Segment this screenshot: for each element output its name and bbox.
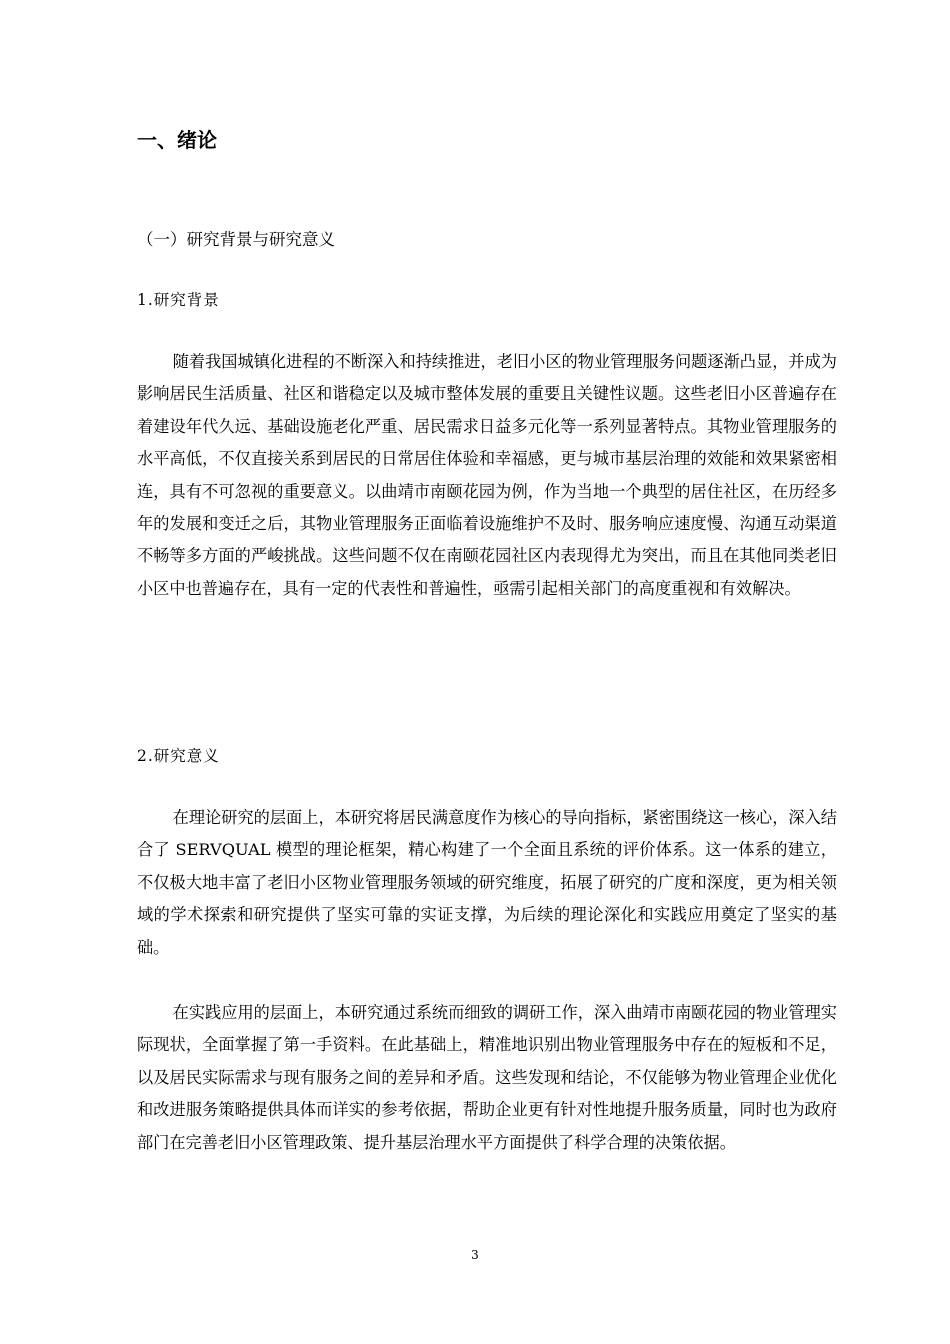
chapter-title: 一、绪论 <box>137 128 217 152</box>
paragraph-background: 随着我国城镇化进程的不断深入和持续推进，老旧小区的物业管理服务问题逐渐凸显，并成为影响居民生活质量、社区和谐稳定以及城市整体发展的重要且关键性议题。这些老旧小区普遍存在着建设年代久远、基础设施老化严重、居民需求日益多元化等一系列显著特点。其物业管理服务的水平高低，不仅直接关系到居民的日常居住体验和幸福感，更与城市基层治理的效能和效果紧密相连，具有不可忽视的重要意义。以曲靖市南颐花园为例，作为当地一个典型的居住社区，在历经多年的发展和变迁之后，其物业管理服务正面临着设施维护不及时、服务响应速度慢、沟通互动渠道不畅等多方面的严峻挑战。这些问题不仅在南颐花园社区内表现得尤为突出，而且在其他同类老旧小区中也普遍存在，具有一定的代表性和普遍性，亟需引起相关部门的高度重视和有效解决。 <box>137 352 837 598</box>
subsection-title-significance: 2.研究意义 <box>137 747 220 765</box>
paragraph-practical-significance: 在实践应用的层面上，本研究通过系统而细致的调研工作，深入曲靖市南颐花园的物业管理实际现状，全面掌握了第一手资料。在此基础上，精准地识别出物业管理服务中存在的短板和不足，以及居民实际需求与现有服务之间的差异和矛盾。这些发现和结论，不仅能够为物业管理企业优化和改进服务策略提供具体而详实的参考依据，帮助企业更有针对性地提升服务质量，同时也为政府部门在完善老旧小区管理政策、提升基层治理水平方面提供了科学合理的决策依据。 <box>137 1003 837 1152</box>
subsection-title-background: 1.研究背景 <box>137 291 220 309</box>
section-title: （一）研究背景与研究意义 <box>137 230 335 249</box>
page-number: 3 <box>471 1248 479 1262</box>
paragraph-theoretical-significance: 在理论研究的层面上，本研究将居民满意度作为核心的导向指标，紧密围绕这一核心，深入结合了 SERVQUAL 模型的理论框架，精心构建了一个全面且系统的评价体系。这一体系的建立，不仅极大地丰富了老旧小区物业管理服务领域的研究维度，拓展了研究的广度和深度，更为相关领域的学术探索和研究提供了坚实可靠的实证支撑，为后续的理论深化和实践应用奠定了坚实的基础。 <box>137 808 837 957</box>
